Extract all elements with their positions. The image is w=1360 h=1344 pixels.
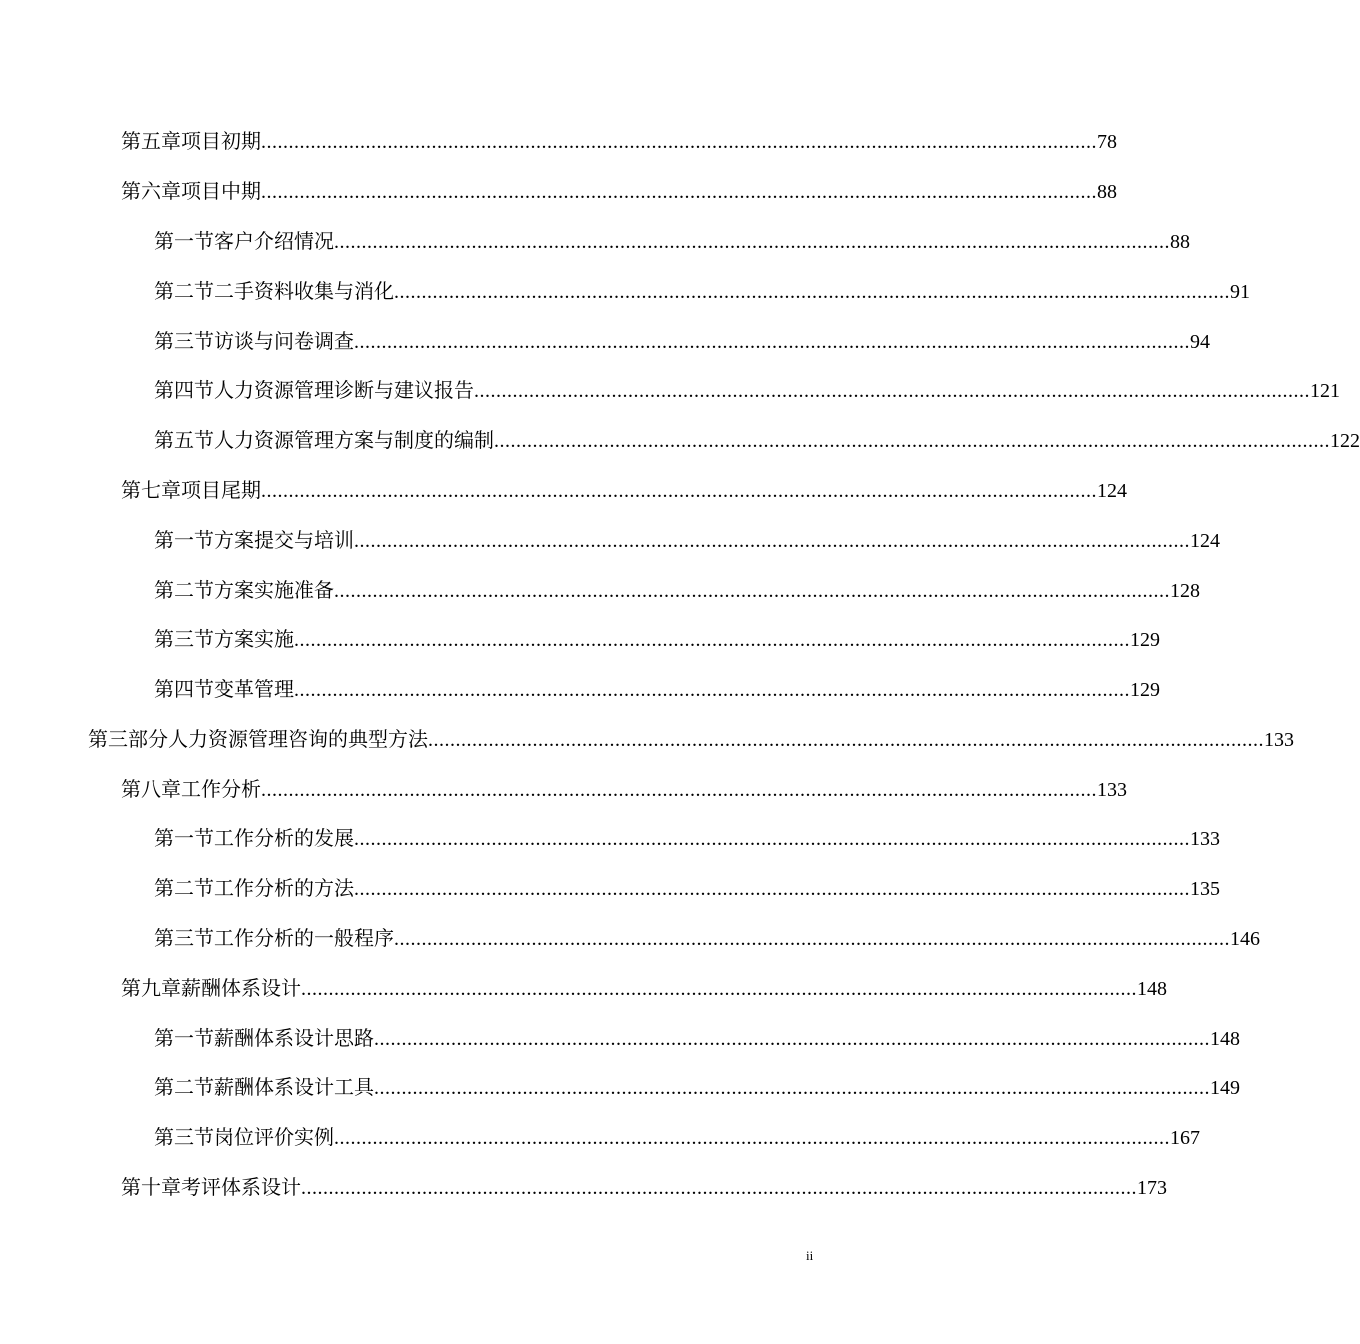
- toc-entry-section[interactable]: [154, 874, 1220, 902]
- toc-entry-number: 第九章: [121, 976, 181, 1000]
- toc-entry-number: 第二节: [154, 578, 214, 602]
- toc-entry-page: 121: [1310, 380, 1340, 402]
- toc-entry-page: 167: [1170, 1127, 1200, 1149]
- toc-entry-title: 工作分析的一般程序: [214, 926, 394, 950]
- dot-leader: ........................................................................................................................................................: [374, 1028, 1210, 1050]
- toc-entry-title: 工作分析的发展: [214, 826, 354, 850]
- toc-entry-number: 第三节: [154, 329, 214, 353]
- toc-entry-number: 第四节: [154, 677, 214, 701]
- toc-entry-number: 第十章: [121, 1175, 181, 1199]
- toc-entry-page: 148: [1137, 978, 1167, 1000]
- toc-entry-title: 工作分析: [181, 777, 261, 801]
- dot-leader: ........................................................................................................................................................: [394, 281, 1230, 303]
- toc-entry-page: 128: [1170, 580, 1200, 602]
- toc-entry-section[interactable]: [154, 1123, 1200, 1151]
- toc-entry-section[interactable]: [154, 1073, 1240, 1101]
- dot-leader: ........................................................................................................................................................: [354, 530, 1190, 552]
- toc-entry-number: 第二节: [154, 279, 214, 303]
- dot-leader: ........................................................................................................................................................: [428, 729, 1264, 751]
- dot-leader: ........................................................................................................................................................: [301, 1177, 1137, 1199]
- dot-leader: ........................................................................................................................................................: [474, 380, 1310, 402]
- toc-entry-title: 变革管理: [214, 677, 294, 701]
- toc-entry-page: 149: [1210, 1077, 1240, 1099]
- toc-entry-page: 78: [1097, 131, 1117, 153]
- toc-entry-chapter[interactable]: [121, 177, 1117, 205]
- toc-entry-number: 第五节: [154, 428, 214, 452]
- toc-entry-section[interactable]: [154, 1024, 1240, 1052]
- toc-entry-number: 第一节: [154, 1026, 214, 1050]
- toc-entry-page: 146: [1230, 928, 1260, 950]
- toc-entry-section[interactable]: [154, 277, 1250, 305]
- toc-entry-title: 方案提交与培训: [214, 528, 354, 552]
- dot-leader: ........................................................................................................................................................: [334, 1127, 1170, 1149]
- toc-entry-number: 第三部分: [88, 727, 168, 751]
- toc-entry-title: 人力资源管理咨询的典型方法: [168, 727, 428, 751]
- toc-entry-page: 133: [1190, 828, 1220, 850]
- toc-entry-title: 薪酬体系设计工具: [214, 1075, 374, 1099]
- toc-entry-page: 129: [1130, 679, 1160, 701]
- toc-entry-section[interactable]: [154, 924, 1260, 952]
- toc-entry-section[interactable]: [154, 576, 1200, 604]
- dot-leader: ........................................................................................................................................................: [261, 480, 1097, 502]
- dot-leader: ........................................................................................................................................................: [261, 131, 1097, 153]
- toc-entry-page: 91: [1230, 281, 1250, 303]
- dot-leader: ........................................................................................................................................................: [334, 231, 1170, 253]
- toc-entry-title: 方案实施: [214, 627, 294, 651]
- toc-entry-section[interactable]: [154, 824, 1220, 852]
- toc-entry-number: 第三节: [154, 1125, 214, 1149]
- dot-leader: ........................................................................................................................................................: [261, 779, 1097, 801]
- toc-entry-title: 人力资源管理方案与制度的编制: [214, 428, 494, 452]
- toc-entry-title: 薪酬体系设计: [181, 976, 301, 1000]
- toc-entry-page: 124: [1190, 530, 1220, 552]
- toc-entry-title: 项目中期: [181, 179, 261, 203]
- toc-entry-chapter[interactable]: [121, 1173, 1167, 1201]
- toc-entry-number: 第三节: [154, 627, 214, 651]
- toc-entry-page: 124: [1097, 480, 1127, 502]
- toc-entry-chapter[interactable]: [121, 127, 1117, 155]
- dot-leader: ........................................................................................................................................................: [354, 878, 1190, 900]
- dot-leader: ........................................................................................................................................................: [374, 1077, 1210, 1099]
- toc-entry-title: 访谈与问卷调查: [214, 329, 354, 353]
- toc-entry-number: 第八章: [121, 777, 181, 801]
- toc-entry-number: 第一节: [154, 528, 214, 552]
- toc-entry-title: 项目初期: [181, 129, 261, 153]
- dot-leader: ........................................................................................................................................................: [294, 629, 1130, 651]
- toc-entry-chapter[interactable]: [121, 974, 1167, 1002]
- toc-entry-title: 客户介绍情况: [214, 229, 334, 253]
- toc-entry-title: 考评体系设计: [181, 1175, 301, 1199]
- toc-entry-number: 第二节: [154, 876, 214, 900]
- toc-entry-title: 二手资料收集与消化: [214, 279, 394, 303]
- toc-entry-page: 88: [1170, 231, 1190, 253]
- dot-leader: ........................................................................................................................................................: [494, 430, 1330, 452]
- toc-entry-number: 第六章: [121, 179, 181, 203]
- toc-entry-page: 88: [1097, 181, 1117, 203]
- dot-leader: ........................................................................................................................................................: [394, 928, 1230, 950]
- toc-entry-page: 135: [1190, 878, 1220, 900]
- toc-entry-section[interactable]: [154, 227, 1190, 255]
- toc-entry-title: 方案实施准备: [214, 578, 334, 602]
- toc-entry-number: 第二节: [154, 1075, 214, 1099]
- toc-entry-section[interactable]: [154, 526, 1220, 554]
- dot-leader: ........................................................................................................................................................: [354, 828, 1190, 850]
- toc-entry-title: 薪酬体系设计思路: [214, 1026, 374, 1050]
- toc-entry-section[interactable]: [154, 327, 1210, 355]
- toc-entry-section[interactable]: [154, 426, 1360, 454]
- toc-entry-number: 第五章: [121, 129, 181, 153]
- toc-entry-section[interactable]: [154, 376, 1340, 404]
- toc-entry-page: 122: [1330, 430, 1360, 452]
- toc-entry-number: 第一节: [154, 229, 214, 253]
- toc-entry-number: 第七章: [121, 478, 181, 502]
- toc-entry-page: 173: [1137, 1177, 1167, 1199]
- toc-entry-page: 129: [1130, 629, 1160, 651]
- toc-entry-number: 第四节: [154, 378, 214, 402]
- toc-entry-page: 133: [1264, 729, 1294, 751]
- dot-leader: ........................................................................................................................................................: [261, 181, 1097, 203]
- toc-entry-section[interactable]: [154, 625, 1160, 653]
- footer-page-number: ii: [806, 1248, 814, 1263]
- toc-entry-title: 项目尾期: [181, 478, 261, 502]
- toc-entry-page: 133: [1097, 779, 1127, 801]
- toc-entry-number: 第三节: [154, 926, 214, 950]
- dot-leader: ........................................................................................................................................................: [334, 580, 1170, 602]
- dot-leader: ........................................................................................................................................................: [294, 679, 1130, 701]
- toc-entry-page: 148: [1210, 1028, 1240, 1050]
- toc-entry-chapter[interactable]: [121, 476, 1127, 504]
- dot-leader: ........................................................................................................................................................: [354, 331, 1190, 353]
- toc-entry-title: 工作分析的方法: [214, 876, 354, 900]
- dot-leader: ........................................................................................................................................................: [301, 978, 1137, 1000]
- toc-entry-number: 第一节: [154, 826, 214, 850]
- toc-entry-part[interactable]: [88, 725, 1294, 753]
- toc-entry-page: 94: [1190, 331, 1210, 353]
- toc-entry-title: 岗位评价实例: [214, 1125, 334, 1149]
- toc-entry-section[interactable]: [154, 675, 1160, 703]
- toc-entry-title: 人力资源管理诊断与建议报告: [214, 378, 474, 402]
- toc-entry-chapter[interactable]: [121, 775, 1127, 803]
